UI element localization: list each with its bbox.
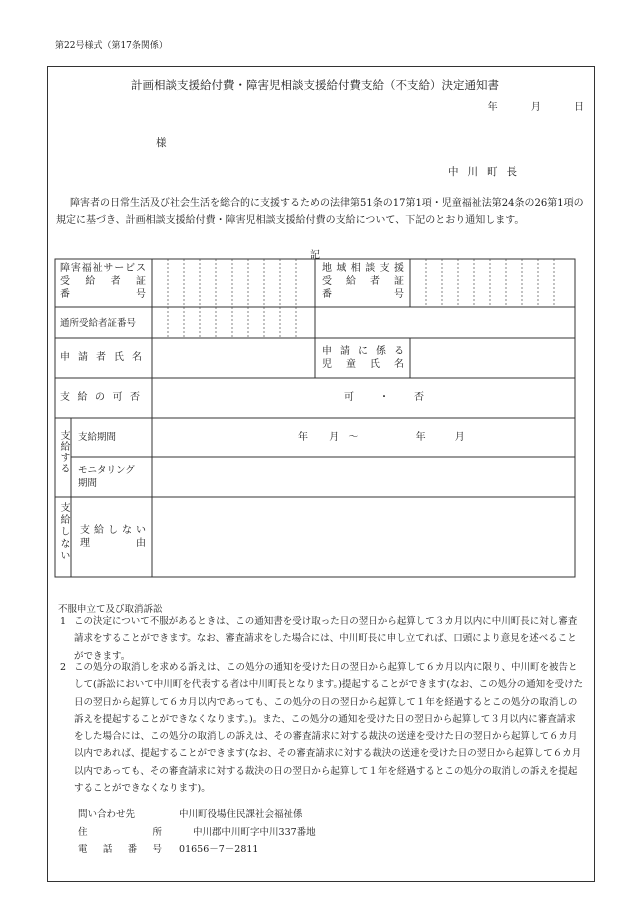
period-end-year: 年 [415,432,426,443]
nongrant-reason-label: 支給しない 理由 [80,525,146,549]
decision-value [344,391,424,404]
addressee-suffix: 様 [156,137,167,149]
contact-phone [78,841,258,855]
contact-address [78,824,316,838]
appeal-note-2 [58,659,584,797]
note-number: 1 [60,616,67,627]
notice-paragraph: 障害者の日常生活及び社会生活を総合的に支援するための法律第51条の17第1項・児童福祉法第24条の26第1項の規定に基づき、計画相談支援給付費・障害児相談支援給付費の支給について、下記のとおり通知します。 [56,198,584,226]
decision-separator: ・ [379,392,389,403]
phone-label: 電話番号 [78,844,162,855]
note-number: 2 [60,662,67,673]
ki-mark: 記 [310,250,320,261]
date-year: 年 [487,102,498,113]
decision-label: 支給の可否 [60,392,140,403]
decision-grant: 可 [344,392,354,403]
date-day: 日 [574,102,584,113]
service-certificate-number-label: 障害福祉サービス 受給者証 番号 [60,263,146,300]
nongrant-group-label: 支給しない [58,502,69,562]
appeal-note-1 [58,613,584,665]
inquiry-value: 中川町役場住民課社会福祉係 [179,809,303,820]
address-value: 中川郡中川町字中川337番地 [193,827,316,838]
issuer-name: 中川町長 [448,166,526,178]
period-end-month: 月 [454,432,465,443]
period-start-year: 年 [298,432,308,443]
monitoring-label: モニタリング 期間 [78,465,135,489]
contact-inquiry [78,806,303,820]
transit-certificate-number-label: 通所受給者証番号 [60,318,137,329]
appeal-notes-title: 不服申立て及び取消訴訟 [58,604,163,615]
note-text: この処分の取消しを求める訴えは、この処分の通知を受けた日の翌日から起算して６カ月以内に限り、中川町を被告として(訴訟において中川町を代表する者は中川町長となります。)提起することができます(なお、この処分の通知を受けた日の翌日から起算して６カ月以内であっても、この処分の日の翌日から起算して１年を経過するとこの処分の取消しの訴えを提起することができなくなります。)。また、この処分の通知を受けた日の翌日から起算して３月以内に審査請求をした場合には、この処分の取消しの訴えは、その審査請求に対する裁決の送達を受けた日の翌日から起算して６カ月以内であれば、提起することができます(なお、その審査請求に対する裁決の送達を受けた日の翌日から起算して６カ月以内であっても、その審査請求に対する裁決の日の翌日から起算して１年を経過するとこの処分の取消しの訴えを提起することができなくなります)。 [74,662,584,795]
period-value [298,431,465,444]
grant-group-label: 支給する [58,430,69,474]
address-label: 住所 [78,827,162,838]
inquiry-label: 問い合わせ先 [78,809,136,820]
document-title: 計画相談支援給付費・障害児相談支援給付費支給（不支給）決定通知書 [131,78,499,92]
phone-value: 01656－7－2811 [179,844,259,855]
issue-date [458,98,584,113]
regional-certificate-number-label: 地域相談支援 受給者証 番号 [322,263,404,300]
period-start-month: 月 [329,432,340,443]
period-tilde: ～ [348,432,359,443]
date-month: 月 [530,102,541,113]
applicant-name-label: 申請者氏名 [60,352,142,363]
form-number: 第22号様式（第17条関係） [55,41,168,51]
decision-deny: 否 [414,392,424,403]
period-label: 支給期間 [78,432,117,443]
note-text: この決定について不服があるときは、この通知書を受け取った日の翌日から起算して３カ月以内に中川町長に対し審査請求をすることができます。なお、審査請求をした場合には、中川町長に申し立てれば、口頭により意見を述べることができます。 [74,616,578,662]
child-name-label: 申請に係る 児童氏名 [322,346,404,370]
